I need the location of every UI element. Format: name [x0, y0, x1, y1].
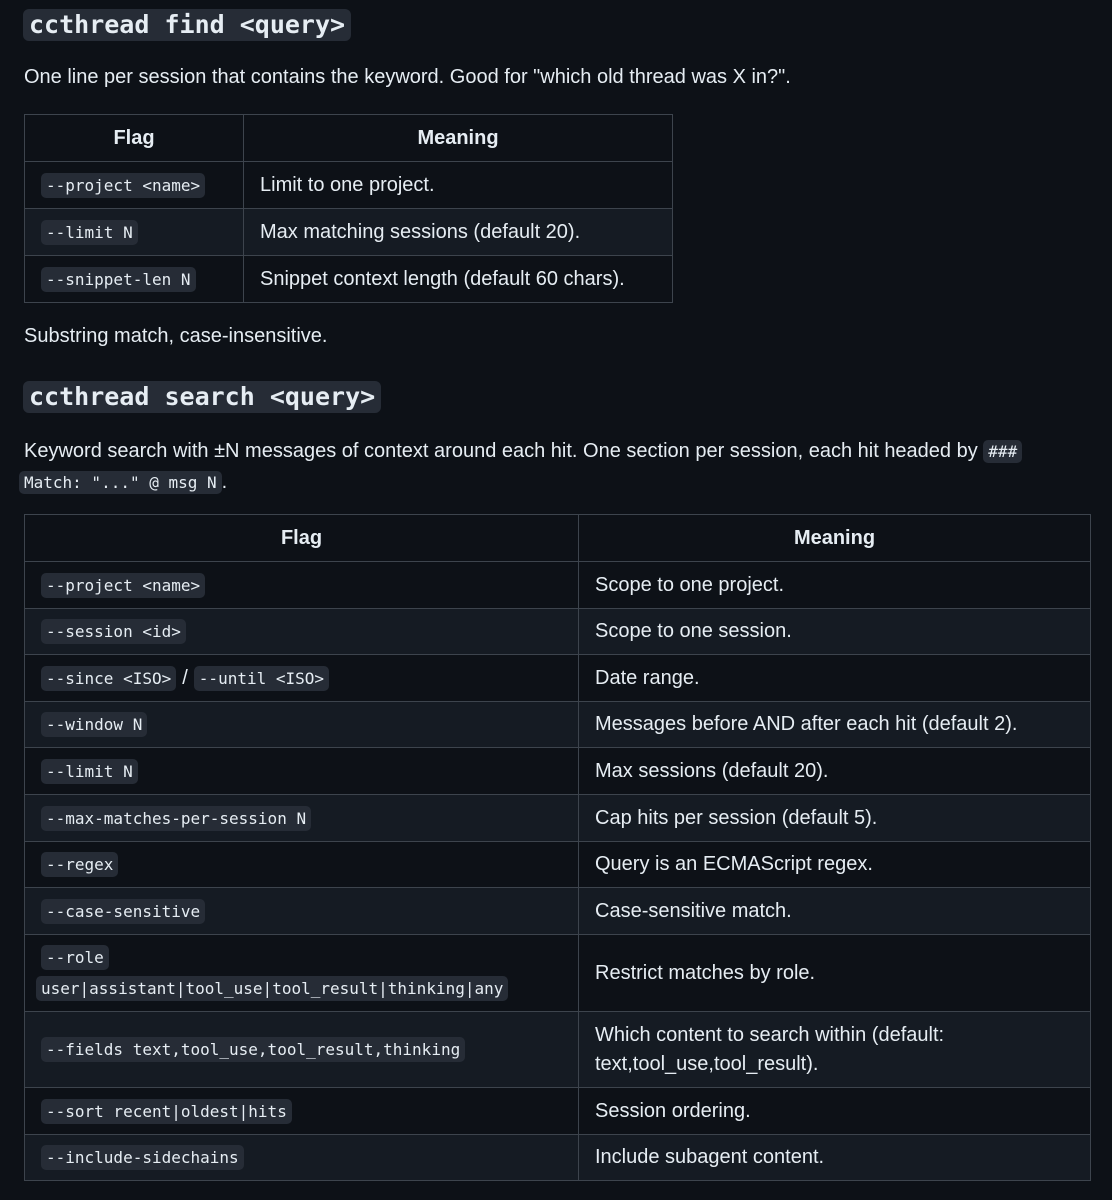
flag-code: --regex — [41, 852, 118, 877]
flag-meaning: Which content to search within (default: text,tool_use,tool_result). — [579, 1012, 1091, 1088]
table-row — [25, 935, 1091, 1012]
search-description-text: Keyword search with ±N messages of context around each hit. One section per session, each hit headed by — [24, 440, 984, 462]
flag-meaning: Restrict matches by role. — [579, 935, 1091, 1012]
flag-code: --until <ISO> — [194, 666, 329, 691]
table-row — [25, 609, 1091, 655]
table-row — [25, 888, 1091, 935]
search-heading: ccthread search <query> — [23, 381, 381, 413]
flag-code: --session <id> — [41, 619, 186, 644]
flag-meaning: Limit to one project. — [244, 162, 673, 209]
search-description-end: . — [221, 471, 228, 493]
table-row — [25, 655, 1091, 702]
find-flags-table — [24, 114, 673, 303]
flag-meaning: Date range. — [579, 655, 1091, 702]
inline-code: ### — [983, 440, 1022, 463]
flag-code: --limit N — [41, 759, 138, 784]
flag-code: user|assistant|tool_use|tool_result|thinking|any — [36, 976, 508, 1001]
flag-code: --snippet-len N — [41, 267, 196, 292]
flag-code: --role — [41, 945, 109, 970]
table-row — [25, 842, 1091, 888]
flag-code: --case-sensitive — [41, 899, 205, 924]
flag-meaning: Scope to one session. — [579, 609, 1091, 655]
flag-code: --limit N — [41, 220, 138, 245]
search-flags-table — [24, 514, 1091, 1181]
find-description: One line per session that contains the keyword. Good for "which old thread was X in?". — [24, 66, 791, 88]
flag-code: --since <ISO> — [41, 666, 176, 691]
column-header-meaning: Meaning — [579, 515, 1091, 562]
flag-meaning: Max sessions (default 20). — [579, 748, 1091, 795]
table-row — [25, 1135, 1091, 1181]
flag-code: --sort recent|oldest|hits — [41, 1099, 292, 1124]
column-header-meaning: Meaning — [244, 115, 673, 162]
flag-code: --project <name> — [41, 173, 205, 198]
flag-meaning: Cap hits per session (default 5). — [579, 795, 1091, 842]
table-row — [25, 702, 1091, 748]
flag-meaning: Session ordering. — [579, 1088, 1091, 1135]
table-row — [25, 748, 1091, 795]
table-row — [25, 1088, 1091, 1135]
column-header-flag: Flag — [25, 515, 579, 562]
flag-code: --max-matches-per-session N — [41, 806, 311, 831]
table-row — [25, 1012, 1091, 1088]
flag-code: --fields text,tool_use,tool_result,thinking — [41, 1037, 465, 1062]
table-row — [25, 209, 673, 256]
flag-code: --include-sidechains — [41, 1145, 244, 1170]
flag-separator: / — [182, 666, 188, 689]
find-note: Substring match, case-insensitive. — [24, 325, 328, 347]
flag-meaning: Max matching sessions (default 20). — [244, 209, 673, 256]
find-heading: ccthread find <query> — [23, 9, 351, 41]
search-description — [24, 436, 1090, 498]
flag-meaning: Scope to one project. — [579, 562, 1091, 609]
table-row — [25, 562, 1091, 609]
inline-code: Match: "..." @ msg N — [19, 471, 222, 494]
flag-code: --window N — [41, 712, 147, 737]
flag-meaning: Query is an ECMAScript regex. — [579, 842, 1091, 888]
column-header-flag: Flag — [25, 115, 244, 162]
flag-meaning: Messages before AND after each hit (default 2). — [579, 702, 1091, 748]
table-row — [25, 795, 1091, 842]
flag-meaning: Snippet context length (default 60 chars). — [244, 256, 673, 303]
table-row — [25, 256, 673, 303]
flag-meaning: Include subagent content. — [579, 1135, 1091, 1181]
flag-code: --project <name> — [41, 573, 205, 598]
flag-meaning: Case-sensitive match. — [579, 888, 1091, 935]
table-row — [25, 162, 673, 209]
